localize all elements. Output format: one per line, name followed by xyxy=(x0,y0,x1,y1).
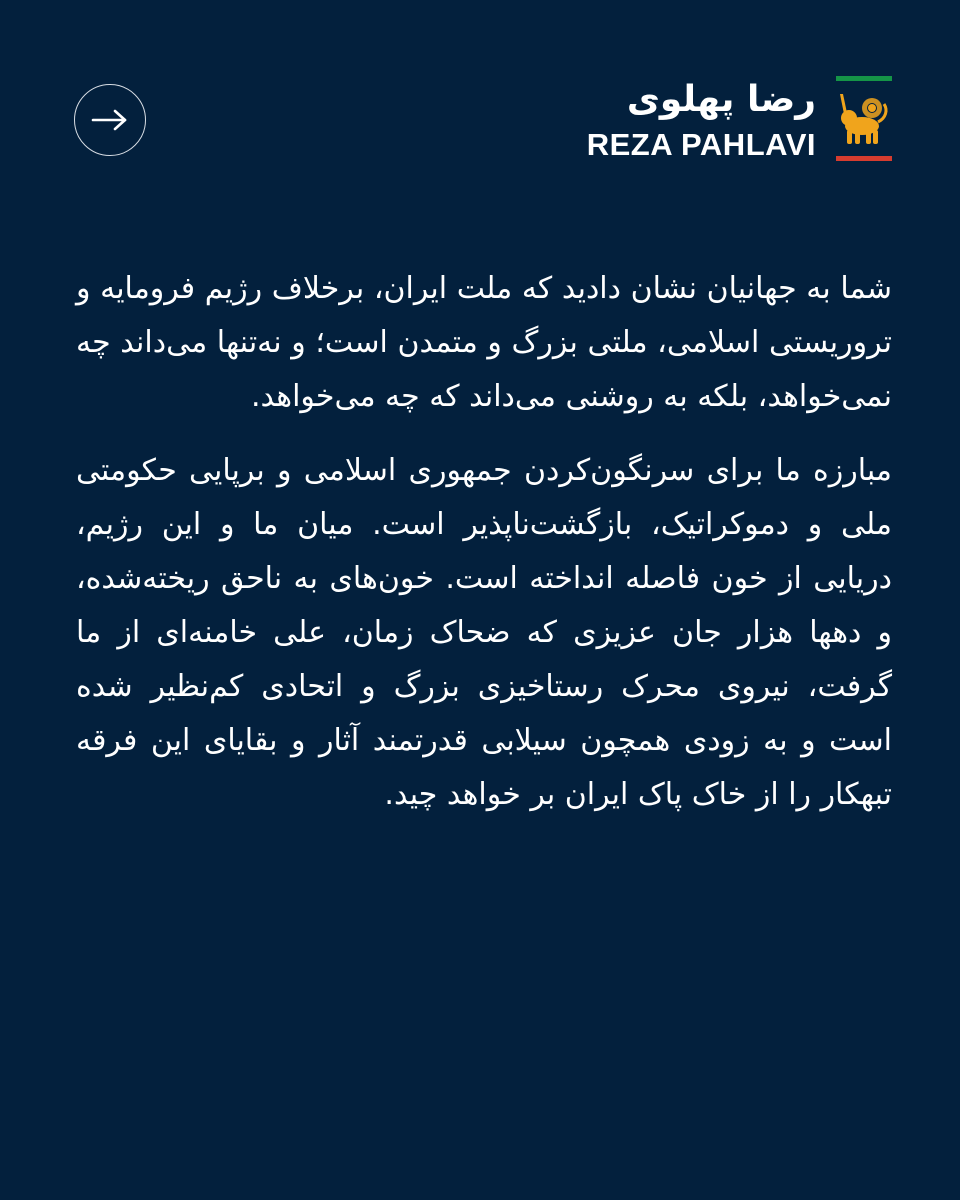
arrow-right-icon xyxy=(90,108,130,132)
next-button[interactable] xyxy=(74,84,146,156)
statement-text xyxy=(76,262,892,842)
lion-and-sun-emblem xyxy=(836,74,892,164)
paragraph: شما به جهانیان نشان دادید که ملت ایران، برخلاف رژیم فرومایه و تروریستی اسلامی، ملتی بزرگ و متمدن است؛ و نه‌تنها می‌داند چه نمی‌خواهد، بلکه به روشنی می‌داند که چه می‌خواهد. xyxy=(76,271,892,414)
flag-red-stripe xyxy=(836,156,892,161)
brand-name-persian: رضا پهلوی xyxy=(626,79,816,120)
paragraph: مبارزه ما برای سرنگون‌کردن جمهوری اسلامی و برپایی حکومتی ملی و دموکراتیک، بازگشت‌ناپذیر است. میان ما و این رژیم، دریایی از خون فاصله انداخته است. خون‌های به ناحق ریخته‌شده، و دهها هزار جان عزیزی که ضحاک زمان، علی خامنه‌ای از ما گرفت، نیروی محرک رستاخیزی بزرگ و اتحادی کم‌نظیر شده است و به زودی همچون سیلابی قدرتمند آثار و بقایای این فرقه تبهکار را از خاک پاک ایران بر خواهد چید. xyxy=(76,453,892,812)
brand-name-english: REZA PAHLAVI xyxy=(586,127,816,162)
lion-and-sun-icon xyxy=(836,88,892,150)
brand-wordmark xyxy=(587,76,816,162)
brand-logo xyxy=(587,74,892,164)
flag-green-stripe xyxy=(836,76,892,81)
